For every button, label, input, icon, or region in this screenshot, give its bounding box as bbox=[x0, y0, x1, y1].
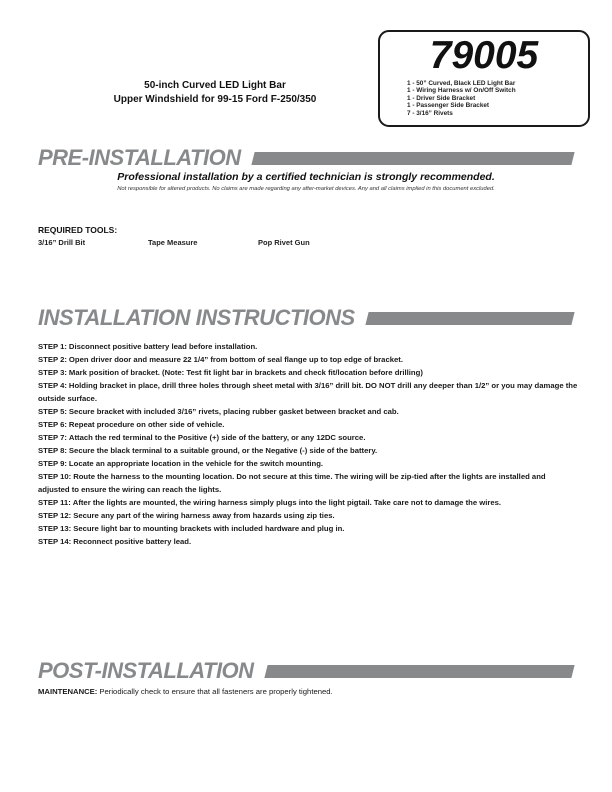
part-number-box bbox=[378, 30, 590, 127]
post-installation-heading bbox=[38, 660, 575, 682]
step-text: Attach the red terminal to the Positive (+) side of the battery, or any 12DC source. bbox=[68, 433, 366, 442]
box-content-item: 1 - Wiring Harness w/ On/Off Switch bbox=[407, 87, 516, 95]
pre-installation-heading-text: PRE-INSTALLATION bbox=[38, 145, 241, 170]
pre-installation-heading bbox=[38, 147, 575, 169]
maintenance-text: Periodically check to ensure that all fasteners are properly tightened. bbox=[99, 687, 333, 696]
step-13 bbox=[38, 522, 578, 535]
installation-instructions-heading bbox=[38, 307, 575, 329]
heading-bar bbox=[251, 152, 575, 165]
step-label: STEP 2: bbox=[38, 355, 67, 364]
maintenance-label: MAINTENANCE: bbox=[38, 687, 98, 696]
step-label: STEP 13: bbox=[38, 524, 72, 533]
step-label: STEP 6: bbox=[38, 420, 67, 429]
step-label: STEP 8: bbox=[38, 446, 67, 455]
step-text: Holding bracket in place, drill three holes through sheet metal with 3/16” drill bit. DO NOT drill any deeper than 1/2” or you may damage the outside surface. bbox=[38, 381, 578, 403]
step-label: STEP 5: bbox=[38, 407, 67, 416]
product-title-line2: Upper Windshield for 99-15 Ford F-250/350 bbox=[113, 93, 317, 105]
disclaimer-text: Not responsible for altered products. No claims are made regarding any after-market devices. Any and all claims implied in this document excluded. bbox=[117, 186, 495, 192]
step-12 bbox=[38, 509, 578, 522]
step-text: Route the harness to the mounting location. Do not secure at this time. The wiring will be zip-tied after the lights are installed and adjusted to ensure the wiring can reach the lights. bbox=[38, 472, 546, 494]
maintenance-note bbox=[38, 685, 578, 698]
step-label: STEP 9: bbox=[38, 459, 67, 468]
tool-item: Tape Measure bbox=[148, 238, 198, 247]
required-tools-heading: REQUIRED TOOLS: bbox=[38, 225, 118, 235]
step-11 bbox=[38, 496, 578, 509]
part-number: 79005 bbox=[429, 34, 539, 77]
step-text: Reconnect positive battery lead. bbox=[73, 537, 192, 546]
step-label: STEP 14: bbox=[38, 537, 72, 546]
step-10 bbox=[38, 470, 578, 496]
step-text: Secure light bar to mounting brackets with included hardware and plug in. bbox=[73, 524, 345, 533]
step-label: STEP 4: bbox=[38, 381, 67, 390]
step-label: STEP 1: bbox=[38, 342, 67, 351]
post-installation-heading-text: POST-INSTALLATION bbox=[38, 658, 254, 683]
step-4 bbox=[38, 379, 578, 405]
step-text: Mark position of bracket. (Note: Test fit light bar in brackets and check fit/location before drilling) bbox=[68, 368, 423, 377]
step-text: Open driver door and measure 22 1/4” from bottom of seal flange up to top edge of bracket. bbox=[68, 355, 403, 364]
installation-recommendation: Professional installation by a certified technician is strongly recommended. bbox=[117, 171, 495, 183]
step-2 bbox=[38, 353, 578, 366]
step-text: Secure bracket with included 3/16” rivets, placing rubber gasket between bracket and cab. bbox=[68, 407, 399, 416]
step-6 bbox=[38, 418, 578, 431]
step-label: STEP 10: bbox=[38, 472, 72, 481]
step-9 bbox=[38, 457, 578, 470]
tool-item: 3/16” Drill Bit bbox=[38, 238, 86, 247]
product-title-line1: 50-inch Curved LED Light Bar bbox=[144, 80, 286, 91]
tool-item: Pop Rivet Gun bbox=[258, 238, 310, 247]
step-3 bbox=[38, 366, 578, 379]
box-content-item: 1 - 50” Curved, Black LED Light Bar bbox=[407, 80, 516, 87]
step-5 bbox=[38, 405, 578, 418]
box-content-item: 1 - Passenger Side Bracket bbox=[407, 102, 490, 110]
installation-instructions-heading-text: INSTALLATION INSTRUCTIONS bbox=[38, 305, 355, 330]
box-content-item: 7 - 3/16” Rivets bbox=[407, 109, 453, 117]
step-label: STEP 7: bbox=[38, 433, 67, 442]
step-label: STEP 3: bbox=[38, 368, 67, 377]
step-label: STEP 11: bbox=[38, 498, 71, 507]
step-text: Secure the black terminal to a suitable ground, or the Negative (-) side of the battery. bbox=[68, 446, 378, 455]
step-label: STEP 12: bbox=[38, 511, 72, 520]
required-tools-list bbox=[38, 238, 368, 247]
step-1 bbox=[38, 340, 578, 353]
step-text: Disconnect positive battery lead before installation. bbox=[68, 342, 258, 351]
installation-steps bbox=[38, 340, 578, 548]
box-content-item: 1 - Driver Side Bracket bbox=[407, 94, 476, 102]
heading-bar bbox=[365, 312, 575, 325]
step-text: Repeat procedure on other side of vehicle. bbox=[68, 420, 225, 429]
box-contents-list bbox=[407, 80, 588, 117]
step-text: After the lights are mounted, the wiring harness simply plugs into the light pigtail. Take care not to damage the wires. bbox=[72, 498, 502, 507]
step-7 bbox=[38, 431, 578, 444]
step-14 bbox=[38, 535, 578, 548]
step-8 bbox=[38, 444, 578, 457]
step-text: Locate an appropriate location in the vehicle for the switch mounting. bbox=[68, 459, 324, 468]
step-text: Secure any part of the wiring harness away from hazards using zip ties. bbox=[73, 511, 335, 520]
product-title bbox=[40, 79, 390, 106]
heading-bar bbox=[264, 665, 575, 678]
